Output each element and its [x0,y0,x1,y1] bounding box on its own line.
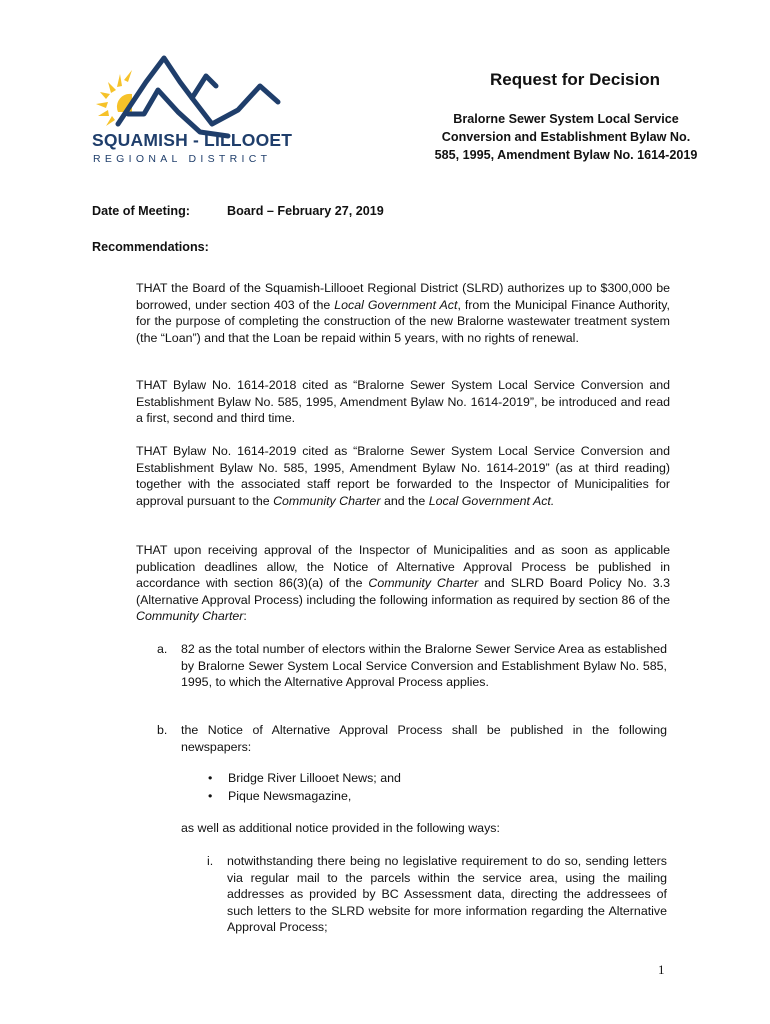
recommendations-heading: Recommendations: [92,240,209,254]
list-marker: a. [157,642,168,656]
meeting-value: Board – February 27, 2019 [227,204,384,218]
recommendation-2: THAT Bylaw No. 1614-2018 cited as “Bralorne Sewer System Local Service Conversion and Establishment Bylaw No. 585, 1995, Amendment Bylaw No. 1614-2019”, be introduced and read a first, second and third time. [136,378,670,425]
list-item-a [157,641,667,691]
list-item-b [157,722,667,755]
org-subtitle: REGIONAL DISTRICT [93,153,272,165]
text: THAT upon receiving approval of the Inspector of Municipalities and as soon as applicable publication deadlines allow, the Notice of Alternative Approval Process be published in accordance with section 86(3)(a) of the [136,543,670,590]
org-name: SQUAMISH - LILLOOET [92,130,293,150]
bullet-icon: • [208,771,213,785]
mountains-icon [118,58,278,136]
additional-notice: as well as additional notice provided in the following ways: [181,821,500,835]
italic-ref: Local Government Act [334,297,458,312]
bullet-item [208,771,401,785]
text: , from the Municipal Finance Authority, for the purpose of completing the construction of the new Bralorne wastewater treatment system (the “Loan”) and that the Loan be repaid within 5 years, with no rights of renewal. [136,297,670,345]
document-title: Request for Decision [489,70,661,89]
recommendation-4 [136,542,670,625]
bullet-text: Pique Newsmagazine, [228,789,352,803]
document-subtitle: Bralorne Sewer System Local Service Conversion and Establishment Bylaw No. 585, 1995, Amendment Bylaw No. 1614-2019 [434,112,698,162]
text: THAT Bylaw No. 1614-2019 cited as “Bralorne Sewer System Local Service Conversion and Establishment Bylaw No. 585, 1995, Amendment Bylaw No. 1614-2019” (as at third reading) together with the associated staff report be forwarded to the Inspector of Municipalities for approval pursuant to the [136,444,670,508]
list-marker: i. [207,854,214,868]
text: and SLRD Board Policy No. 3.3 (Alternative Approval Process) including the following information as required by section 86 of the [136,576,670,607]
recommendation-3 [136,443,670,509]
text: : [243,609,247,623]
recommendation-1 [136,280,670,346]
text: and the [380,493,429,508]
list-marker: b. [157,723,168,737]
list-item-text: 82 as the total number of electors within the Bralorne Sewer Service Area as established by Bralorne Sewer System Local Service Conversion and Establishment Bylaw No. 585, 1995, to which the Alternative Approval Process applies. [181,642,667,689]
italic-ref: Community Charter [368,576,479,590]
list-item-text: the Notice of Alternative Approval Process shall be published in the following newspapers: [181,723,667,754]
meeting-row [92,204,384,218]
bullet-item [208,789,352,803]
sun-icon [96,70,132,126]
list-item-text: notwithstanding there being no legislative requirement to do so, sending letters via regular mail to the parcels within the service area, using the mailing addresses as provided by BC Assessment data, directing the addressees of such letters to the SLRD website for more information regarding the Alternative Approval Process; [227,854,667,934]
bullet-icon: • [208,789,213,803]
meeting-label: Date of Meeting: [92,204,190,218]
text: THAT the Board of the Squamish-Lillooet Regional District (SLRD) authorizes up to $300,000 be borrowed, under section 403 of the [136,281,670,312]
italic-ref: Local Government Act. [428,493,555,508]
italic-ref: Community Charter [136,609,244,623]
bullet-text: Bridge River Lillooet News; and [228,771,401,785]
italic-ref: Community Charter [273,493,381,508]
list-item-i [207,853,667,936]
page-number: 1 [658,962,665,977]
